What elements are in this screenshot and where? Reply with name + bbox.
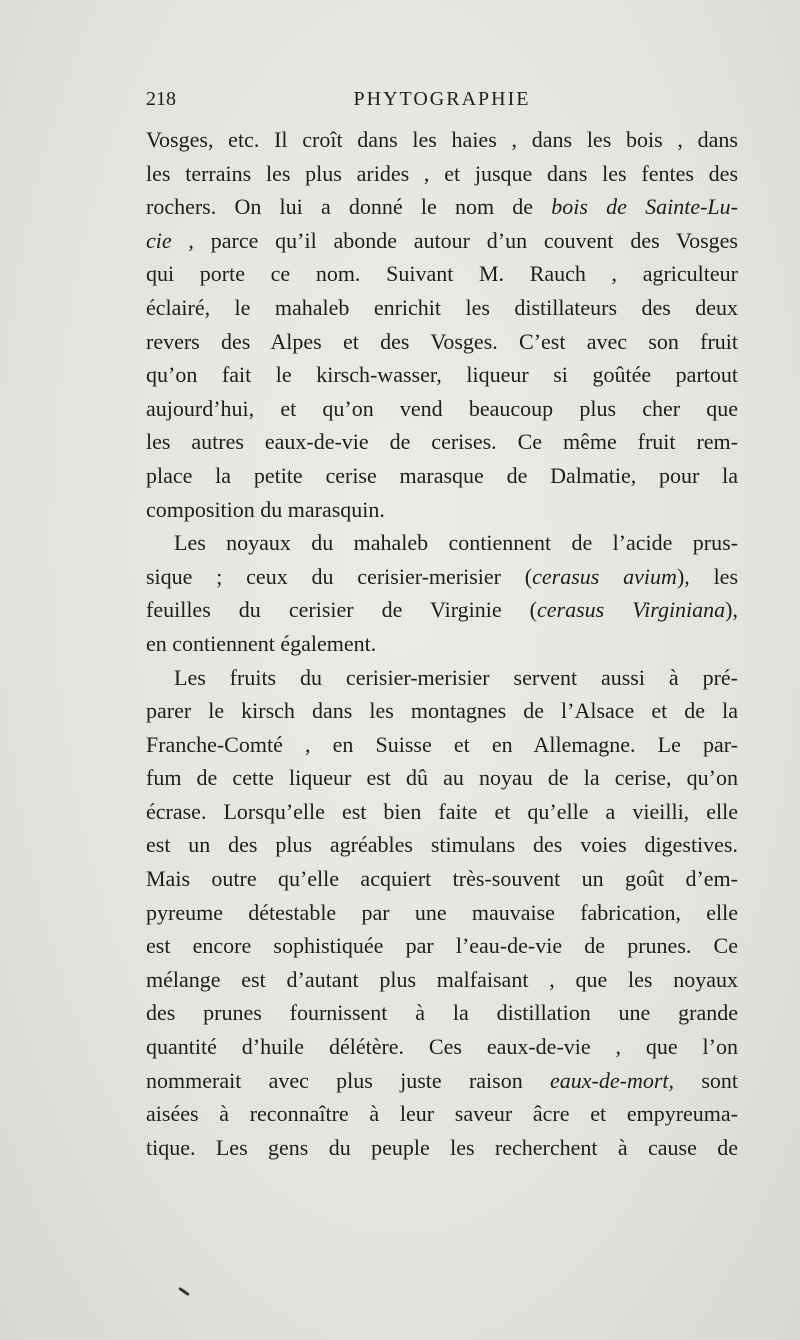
text-line: qu’on fait le kirsch-wasser, liqueur si goûtée partout <box>146 362 738 388</box>
text-line: écrase. Lorsqu’elle est bien faite et qu’elle a vieilli, elle <box>146 798 738 824</box>
text-line: Franche-Comté , en Suisse et en Allemagne. Le par- <box>146 731 738 757</box>
ink-mark <box>178 1287 190 1296</box>
text-line: Les fruits du cerisier-merisier servent aussi à pré- <box>174 664 738 690</box>
running-head <box>146 88 738 116</box>
text-line: éclairé, le mahaleb enrichit les distillateurs des deux <box>146 294 738 320</box>
text-line: les terrains les plus arides , et jusque dans les fentes des <box>146 160 738 186</box>
text-line: est encore sophistiquée par l’eau-de-vie de prunes. Ce <box>146 933 738 959</box>
text-line: parer le kirsch dans les montagnes de l’Alsace et de la <box>146 698 738 724</box>
text-line: cie , parce qu’il abonde autour d’un couvent des Vosges <box>146 227 738 253</box>
text-line: revers des Alpes et des Vosges. C’est avec son fruit <box>146 328 738 354</box>
text-line: feuilles du cerisier de Virginie (cerasus Virginiana), <box>146 597 738 623</box>
text-line: rochers. On lui a donné le nom de bois de Sainte-Lu- <box>146 194 738 220</box>
text-line: Les noyaux du mahaleb contiennent de l’acide prus- <box>174 530 738 556</box>
running-title: PHYTOGRAPHIE <box>353 88 531 110</box>
text-line: composition du marasquin. <box>146 496 385 522</box>
text-line: nommerait avec plus juste raison eaux-de-mort, sont <box>146 1067 738 1093</box>
text-line: les autres eaux-de-vie de cerises. Ce même fruit rem- <box>146 429 738 455</box>
text-line: fum de cette liqueur est dû au noyau de la cerise, qu’on <box>146 765 738 791</box>
text-line: qui porte ce nom. Suivant M. Rauch , agriculteur <box>146 261 738 287</box>
text-line: aujourd’hui, et qu’on vend beaucoup plus cher que <box>146 395 738 421</box>
text-line: mélange est d’autant plus malfaisant , que les noyaux <box>146 966 738 992</box>
text-line: place la petite cerise marasque de Dalmatie, pour la <box>146 462 738 488</box>
text-line: sique ; ceux du cerisier-merisier (cerasus avium), les <box>146 563 739 589</box>
text-line: aisées à reconnaître à leur saveur âcre et empyreuma- <box>146 1101 738 1127</box>
text-line: est un des plus agréables stimulans des voies digestives. <box>146 832 738 858</box>
page-number: 218 <box>146 88 176 110</box>
text-line: des prunes fournissent à la distillation une grande <box>146 1000 738 1026</box>
text-line: Vosges, etc. Il croît dans les haies , dans les bois , dans <box>146 127 738 152</box>
text-line: pyreume détestable par une mauvaise fabrication, elle <box>146 899 738 925</box>
body-text <box>146 123 738 1164</box>
text-line: quantité d’huile délétère. Ces eaux-de-vie , que l’on <box>146 1034 738 1060</box>
text-line: tique. Les gens du peuple les recherchent à cause de <box>146 1134 738 1160</box>
text-line: Mais outre qu’elle acquiert très-souvent un goût d’em- <box>146 866 738 892</box>
text-line: en contiennent également. <box>146 630 377 656</box>
